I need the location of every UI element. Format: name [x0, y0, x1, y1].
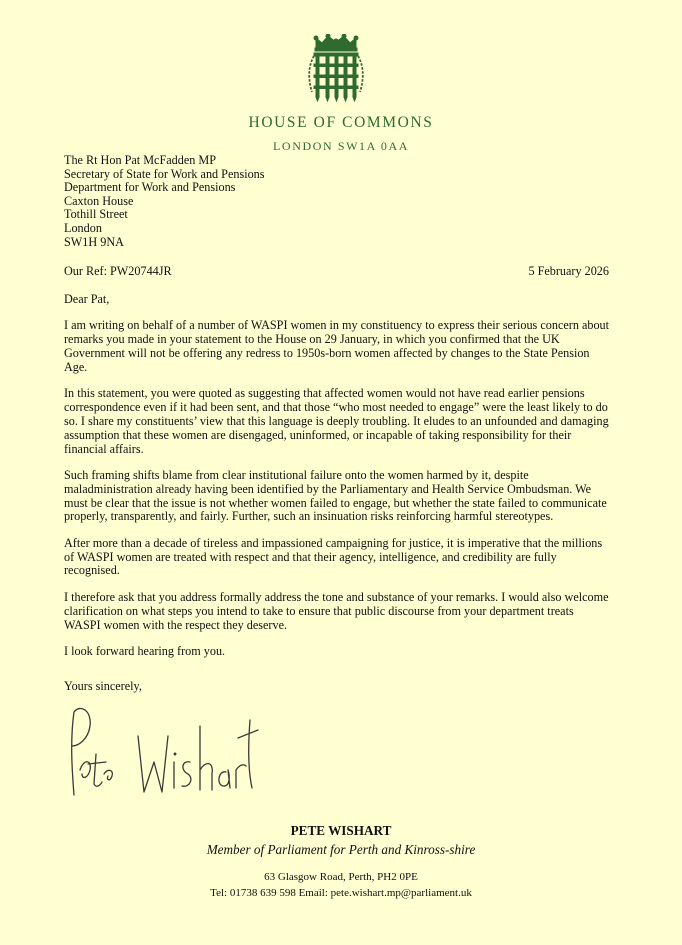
salutation: Dear Pat,: [64, 292, 110, 306]
signatory-role: Member of Parliament for Perth and Kinross-shire: [206, 842, 476, 857]
sign-off: Yours sincerely,: [64, 679, 142, 693]
our-reference: Our Ref: PW20744JR: [64, 264, 172, 278]
letterhead-location: LONDON SW1A 0AA: [273, 139, 409, 153]
recipient-city: London: [64, 220, 102, 235]
recipient-postcode: SW1H 9NA: [64, 234, 124, 249]
portcullis-crest-icon: [308, 34, 364, 102]
recipient-name: The Rt Hon Pat McFadden MP: [64, 153, 216, 167]
recipient-street: Tothill Street: [64, 207, 128, 222]
recipient-title: Secretary of State for Work and Pensions: [64, 166, 265, 181]
footer-address: 63 Glasgow Road, Perth, PH2 0PE: [264, 871, 418, 883]
signatory-name: PETE WISHART: [290, 823, 392, 838]
body-paragraph: Such framing shifts blame from clear institutional failure onto the women harmed by it, despite maladministration already having been identified by the Parliamentary and Health Service Ombudsman. We must be clear that the issue is not whether women failed to engage, but whether the state failed to communicate properly, transparently, and fairly. Further, such an insinuation risks reinforcing harmful stereotypes.: [64, 467, 607, 524]
body-paragraph: I therefore ask that you address formally address the tone and substance of your remarks. I would also welcome clarification on what steps you intend to take to ensure that public discourse from your department treats WASPI women with the respect they deserve.: [64, 589, 609, 632]
footer-contact: Tel: 01738 639 598 Email: pete.wishart.mp@parliament.uk: [210, 887, 472, 899]
letterhead-institution: HOUSE OF COMMONS: [248, 114, 434, 131]
body-paragraph: I am writing on behalf of a number of WASPI women in my constituency to express their serious concern about remarks you made in your statement to the House on 29 January, in which you confirmed that the UK Government will not be offering any redress to 1950s-born women affected by changes to the State Pension Age.: [64, 318, 610, 374]
letter-date: 5 February 2026: [528, 264, 609, 278]
body-paragraph: In this statement, you were quoted as suggesting that affected women would not have read earlier pensions correspondence even if it had been sent, and that those “who most needed to engage” were the least likely to do so. I share my constituents’ view that this language is deeply troubling. It eludes to an unfounded and damaging assumption that these women are disengaged, uninformed, or incapable of taking responsibility for their financial affairs.: [64, 385, 609, 456]
body-paragraph: I look forward hearing from you.: [64, 643, 226, 658]
recipient-department: Department for Work and Pensions: [64, 180, 236, 195]
recipient-building: Caxton House: [64, 193, 134, 208]
handwritten-signature: [60, 700, 260, 808]
body-paragraph: After more than a decade of tireless and impassioned campaigning for justice, it is imperative that the millions of WASPI women are treated with respect and that their agency, intelligence, and credibility are fully recognised.: [64, 535, 603, 578]
letter-body: [64, 319, 612, 671]
recipient-address: [64, 154, 265, 249]
